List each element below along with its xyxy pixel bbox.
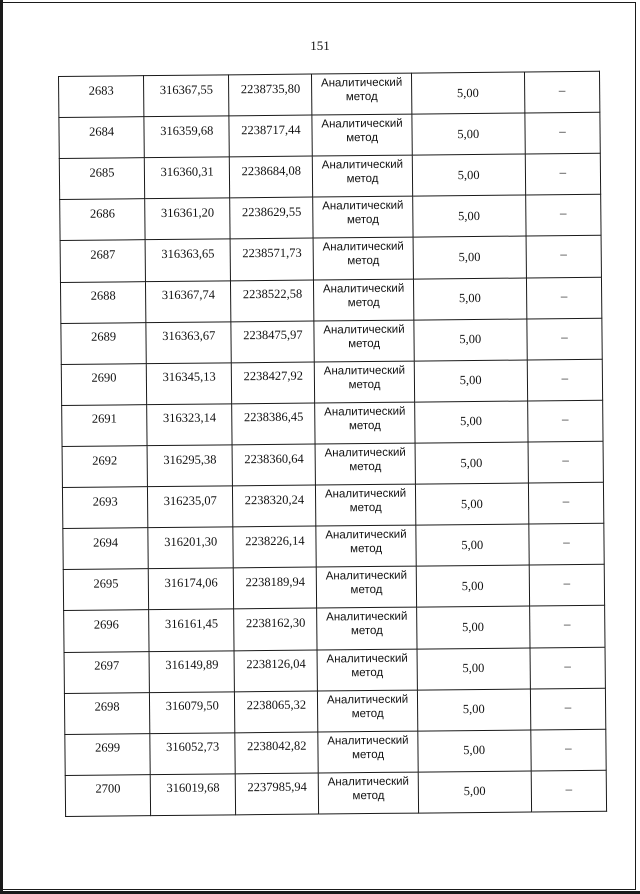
y-coordinate-cell	[230, 238, 314, 280]
y-coordinate-value: 2238427,92	[243, 368, 304, 384]
x-coordinate-cell	[148, 568, 234, 610]
x-coordinate-cell	[144, 75, 230, 117]
point-number-cell	[61, 363, 147, 405]
method-line-2: метод	[345, 90, 378, 104]
y-coordinate-value: 2238571,73	[242, 245, 302, 261]
point-number-cell	[64, 610, 150, 652]
y-coordinate-cell	[229, 74, 313, 116]
table-row	[62, 482, 603, 528]
accuracy-cell	[413, 319, 527, 361]
note-value: –	[562, 452, 569, 468]
point-number-cell	[59, 76, 145, 118]
y-coordinate-cell	[230, 197, 314, 239]
note-value: –	[559, 123, 566, 139]
y-coordinate-value: 2238629,55	[241, 204, 302, 220]
note-cell	[527, 359, 603, 401]
y-coordinate-cell	[231, 321, 315, 363]
method-line-2: метод	[351, 666, 384, 679]
x-coordinate-value: 316367,74	[161, 287, 215, 303]
note-value: –	[561, 328, 568, 344]
accuracy-cell	[414, 360, 528, 402]
table-row	[60, 277, 601, 323]
note-cell	[528, 482, 604, 524]
x-coordinate-value: 316161,45	[164, 616, 219, 631]
point-number-cell	[62, 487, 148, 529]
note-cell	[525, 154, 601, 196]
x-coordinate-cell	[145, 198, 231, 240]
point-number-value: 2694	[92, 535, 119, 550]
y-coordinate-value: 2238189,94	[245, 574, 305, 590]
accuracy-value: 5,00	[460, 455, 483, 470]
note-cell	[530, 647, 606, 689]
point-number-cell	[61, 322, 147, 364]
x-coordinate-value: 316201,30	[164, 534, 218, 549]
note-value: –	[565, 739, 572, 755]
scan-edge-left	[0, 0, 3, 894]
y-coordinate-value: 2238042,82	[247, 738, 307, 754]
accuracy-value: 5,00	[461, 578, 484, 594]
method-line-2: метод	[349, 460, 382, 474]
accuracy-cell	[412, 113, 526, 155]
accuracy-value: 5,00	[460, 496, 483, 511]
accuracy-cell	[417, 648, 531, 690]
y-coordinate-cell	[232, 403, 316, 445]
method-cell	[314, 320, 414, 362]
x-coordinate-value: 316345,13	[162, 369, 216, 385]
note-value: –	[563, 534, 570, 550]
point-number-cell	[65, 733, 151, 775]
method-cell	[313, 196, 413, 238]
point-number-value: 2698	[94, 699, 120, 714]
accuracy-value: 5,00	[458, 208, 481, 224]
accuracy-value: 5,00	[457, 167, 480, 182]
method-cell	[314, 279, 414, 321]
x-coordinate-cell	[148, 527, 234, 569]
y-coordinate-cell	[235, 691, 319, 733]
point-number-value: 2686	[89, 206, 115, 221]
method-cell	[318, 690, 418, 732]
x-coordinate-cell	[150, 774, 236, 816]
method-text	[313, 117, 411, 146]
method-line-2: метод	[351, 707, 384, 720]
note-cell	[525, 195, 601, 237]
method-cell	[319, 772, 419, 814]
y-coordinate-value: 2238522,58	[242, 286, 303, 302]
point-number-value: 2693	[92, 494, 118, 509]
accuracy-cell	[413, 236, 527, 278]
point-number-value: 2699	[94, 740, 121, 755]
point-number-cell	[64, 651, 150, 693]
y-coordinate-value: 2238065,32	[246, 697, 307, 713]
note-value: –	[562, 493, 570, 509]
method-text	[315, 322, 413, 351]
accuracy-value: 5,00	[461, 537, 484, 552]
table-row	[62, 400, 603, 446]
method-line-1: Аналитический	[324, 487, 407, 501]
method-line-1: Аналитический	[322, 200, 404, 213]
method-line-2: метод	[346, 173, 379, 186]
note-cell	[528, 441, 604, 483]
method-cell	[315, 443, 415, 485]
note-value: –	[563, 616, 571, 632]
table-row	[63, 523, 604, 569]
point-number-value: 2689	[91, 329, 117, 344]
y-coordinate-cell	[234, 650, 318, 692]
y-coordinate-value: 2237985,94	[247, 780, 307, 795]
accuracy-cell	[415, 524, 529, 566]
accuracy-cell	[415, 483, 529, 525]
method-line-1: Аналитический	[324, 446, 406, 460]
y-coordinate-cell	[234, 608, 318, 650]
point-number-cell	[59, 158, 145, 200]
point-number-cell	[63, 569, 149, 611]
note-cell	[526, 277, 602, 319]
method-cell	[312, 73, 412, 115]
note-cell	[525, 112, 601, 154]
method-text	[314, 281, 412, 310]
method-cell	[312, 114, 412, 156]
method-line-2: метод	[350, 543, 383, 556]
point-number-cell	[60, 281, 146, 323]
method-cell	[318, 731, 418, 773]
accuracy-cell	[415, 442, 529, 484]
accuracy-cell	[414, 401, 528, 443]
method-text	[319, 775, 417, 804]
x-coordinate-value: 316295,38	[163, 452, 217, 467]
y-coordinate-cell	[236, 773, 320, 815]
method-text	[318, 692, 416, 721]
method-line-2: метод	[348, 337, 381, 350]
x-coordinate-value: 316235,07	[163, 493, 217, 508]
x-coordinate-cell	[148, 486, 234, 528]
x-coordinate-value: 316361,20	[160, 205, 215, 220]
x-coordinate-cell	[146, 280, 232, 322]
note-value: –	[560, 287, 568, 303]
note-value: –	[559, 205, 567, 221]
x-coordinate-cell	[145, 239, 231, 281]
point-number-cell	[60, 199, 146, 241]
method-cell	[317, 649, 417, 691]
y-coordinate-value: 2238126,04	[246, 656, 306, 672]
method-cell	[314, 238, 414, 280]
point-number-value: 2695	[93, 576, 119, 591]
x-coordinate-value: 316360,31	[160, 164, 214, 179]
method-line-1: Аналитический	[327, 734, 409, 748]
method-line-2: метод	[349, 502, 382, 515]
point-number-value: 2687	[90, 247, 116, 262]
x-coordinate-cell	[144, 157, 230, 199]
y-coordinate-value: 2238684,08	[241, 163, 302, 179]
x-coordinate-cell	[149, 650, 235, 692]
x-coordinate-value: 316149,89	[165, 657, 219, 673]
accuracy-value: 5,00	[458, 249, 481, 265]
method-cell	[316, 484, 416, 526]
table-row	[59, 112, 600, 158]
method-line-2: метод	[347, 296, 380, 309]
x-coordinate-cell	[149, 609, 235, 651]
y-coordinate-value: 2238360,64	[244, 451, 304, 466]
method-line-1: Аналитический	[326, 693, 409, 707]
method-cell	[315, 361, 415, 403]
table-row	[62, 441, 603, 487]
method-cell	[313, 155, 413, 197]
method-text	[315, 363, 413, 392]
note-value: –	[561, 369, 569, 385]
table-row	[59, 71, 600, 117]
y-coordinate-cell	[232, 362, 316, 404]
point-number-cell	[64, 692, 150, 734]
table-body	[59, 71, 607, 816]
method-line-2: метод	[348, 419, 381, 433]
x-coordinate-value: 316323,14	[162, 410, 217, 426]
note-value: –	[560, 246, 567, 262]
note-cell	[529, 565, 605, 607]
method-line-1: Аналитический	[321, 117, 403, 131]
table-row	[65, 729, 606, 775]
note-cell	[527, 318, 603, 360]
accuracy-value: 5,00	[456, 85, 479, 100]
method-text	[316, 446, 414, 475]
x-coordinate-cell	[146, 322, 232, 364]
method-line-2: метод	[348, 378, 381, 392]
accuracy-value: 5,00	[462, 619, 485, 635]
y-coordinate-cell	[234, 567, 318, 609]
accuracy-value: 5,00	[459, 373, 482, 388]
coordinates-table	[58, 71, 607, 817]
note-value: –	[565, 781, 573, 797]
note-cell	[529, 606, 605, 648]
x-coordinate-cell	[147, 404, 233, 446]
accuracy-value: 5,00	[462, 702, 485, 717]
point-number-value: 2692	[92, 452, 118, 468]
x-coordinate-cell	[147, 445, 233, 487]
y-coordinate-value: 2238386,45	[243, 410, 304, 425]
table-row	[64, 688, 605, 734]
method-line-1: Аналитический	[324, 405, 406, 419]
accuracy-value: 5,00	[460, 414, 483, 429]
method-line-1: Аналитический	[326, 652, 408, 666]
point-number-cell	[63, 528, 149, 570]
accuracy-value: 5,00	[463, 784, 486, 799]
method-text	[316, 405, 414, 434]
point-number-value: 2688	[90, 288, 116, 303]
accuracy-cell	[417, 689, 531, 731]
coordinates-table-wrapper	[58, 71, 607, 817]
x-coordinate-value: 316079,50	[165, 698, 219, 714]
point-number-cell	[62, 446, 148, 488]
point-number-value: 2691	[91, 411, 117, 427]
method-line-2: метод	[347, 255, 380, 268]
note-cell	[527, 400, 603, 442]
point-number-value: 2697	[94, 658, 120, 673]
x-coordinate-cell	[150, 733, 236, 775]
table-row	[61, 318, 602, 364]
method-line-2: метод	[350, 625, 383, 638]
note-value: –	[559, 164, 567, 180]
accuracy-cell	[416, 606, 530, 648]
point-number-cell	[60, 240, 146, 282]
method-line-2: метод	[346, 214, 379, 227]
x-coordinate-value: 316363,65	[161, 246, 215, 261]
method-line-1: Аналитический	[325, 528, 407, 542]
accuracy-cell	[416, 565, 530, 607]
method-text	[313, 158, 411, 187]
method-line-2: метод	[352, 789, 385, 803]
accuracy-cell	[413, 278, 527, 320]
table-row	[61, 359, 602, 405]
method-line-2: метод	[346, 132, 379, 145]
y-coordinate-cell	[233, 485, 317, 527]
x-coordinate-value: 316363,67	[162, 328, 216, 344]
method-text	[314, 240, 412, 269]
note-value: –	[564, 698, 572, 714]
x-coordinate-value: 316052,73	[166, 739, 220, 755]
accuracy-value: 5,00	[458, 291, 481, 306]
note-cell	[531, 729, 607, 771]
note-cell	[526, 236, 602, 278]
method-text	[314, 199, 412, 228]
point-number-cell	[65, 775, 151, 817]
method-text	[312, 76, 410, 105]
accuracy-value: 5,00	[457, 126, 480, 141]
table-row	[64, 606, 605, 652]
y-coordinate-value: 2238226,14	[245, 533, 305, 548]
method-cell	[317, 608, 417, 650]
accuracy-value: 5,00	[459, 332, 482, 347]
method-line-1: Аналитический	[322, 282, 405, 296]
method-line-1: Аналитический	[327, 775, 410, 789]
point-number-value: 2696	[93, 617, 119, 632]
x-coordinate-cell	[150, 691, 236, 733]
note-cell	[531, 770, 607, 812]
accuracy-value: 5,00	[463, 743, 486, 758]
method-text	[316, 487, 414, 516]
table-row	[64, 647, 605, 693]
table-row	[59, 154, 600, 200]
page-number: 151	[310, 38, 330, 53]
x-coordinate-value: 316174,06	[164, 575, 218, 590]
method-line-1: Аналитический	[323, 323, 405, 337]
y-coordinate-cell	[229, 115, 313, 157]
method-cell	[315, 402, 415, 444]
y-coordinate-cell	[231, 280, 315, 322]
y-coordinate-value: 2238475,97	[243, 327, 303, 343]
table-row	[63, 565, 604, 611]
method-text	[317, 569, 415, 598]
method-line-1: Аналитический	[325, 570, 408, 583]
method-line-1: Аналитический	[323, 364, 406, 378]
point-number-value: 2690	[91, 370, 117, 386]
accuracy-cell	[412, 154, 526, 196]
y-coordinate-cell	[235, 732, 319, 774]
x-coordinate-value: 316359,68	[160, 123, 214, 138]
point-number-value: 2700	[95, 781, 121, 797]
method-text	[318, 651, 416, 680]
method-line-2: метод	[350, 584, 383, 597]
x-coordinate-value: 316367,55	[159, 82, 213, 97]
note-value: –	[564, 657, 571, 673]
method-line-1: Аналитический	[320, 76, 403, 90]
method-cell	[316, 525, 416, 567]
x-coordinate-value: 316019,68	[166, 780, 220, 796]
method-line-1: Аналитический	[322, 241, 404, 254]
accuracy-cell	[411, 72, 525, 114]
point-number-value: 2684	[89, 124, 115, 139]
note-value: –	[563, 575, 571, 591]
y-coordinate-value: 2238162,30	[245, 615, 306, 631]
method-line-2: метод	[352, 748, 385, 762]
point-number-cell	[59, 117, 145, 159]
point-number-value: 2685	[89, 165, 115, 180]
point-number-value: 2683	[88, 83, 114, 98]
y-coordinate-cell	[232, 444, 316, 486]
method-text	[318, 610, 416, 639]
point-number-cell	[62, 405, 148, 447]
note-value: –	[561, 411, 569, 427]
table-row	[60, 195, 601, 241]
note-cell	[524, 71, 600, 113]
table-row	[65, 770, 606, 816]
method-cell	[317, 566, 417, 608]
accuracy-cell	[418, 771, 532, 813]
method-text	[319, 733, 417, 762]
accuracy-cell	[417, 730, 531, 772]
y-coordinate-value: 2238735,80	[240, 81, 301, 96]
note-cell	[530, 688, 606, 730]
accuracy-value: 5,00	[462, 661, 485, 676]
x-coordinate-cell	[144, 116, 230, 158]
y-coordinate-cell	[230, 156, 314, 198]
method-line-1: Аналитический	[326, 611, 408, 624]
y-coordinate-value: 2238320,24	[244, 492, 305, 507]
y-coordinate-value: 2238717,44	[241, 122, 301, 137]
x-coordinate-cell	[146, 363, 232, 405]
table-row	[60, 236, 601, 282]
y-coordinate-cell	[233, 526, 317, 568]
note-cell	[529, 523, 605, 565]
note-value: –	[558, 82, 566, 98]
accuracy-cell	[412, 195, 526, 237]
method-line-1: Аналитический	[321, 158, 404, 172]
method-text	[317, 528, 415, 557]
